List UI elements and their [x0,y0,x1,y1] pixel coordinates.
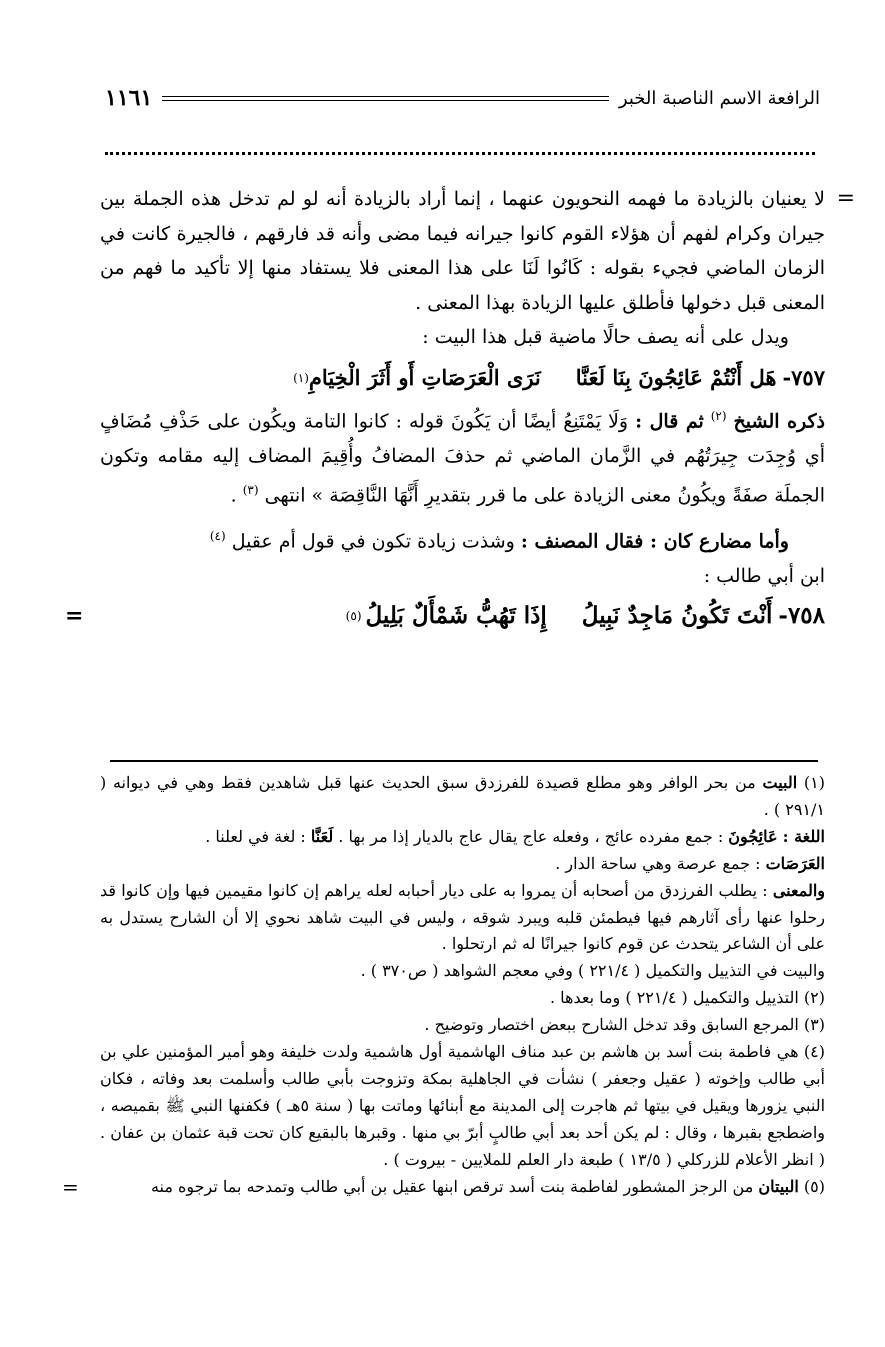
footnotes [62,770,826,1201]
paragraph-3-body: وَلَا يَمْتَنِعُ أيضًا أن يَكُونَ قوله : كانوا التامة ويكُون على حَذْفِ مُضَافٍ أي وُجِدَت جِيرَتُهُم في الزَّمان الماضي ثم حذفَ المضافُ وأُقِيمَ المضاف إليه مقامه وتكون الجملَة صفَةً ويكُونُ معنى الزيادة على ما قرر بتقديرِ أَنَّهَا النَّاقِصَة » انتهى [100,410,825,507]
verse-second-hemistich: نَرَى الْعَرَصَاتِ أَو أَثَرَ الْخِيَامِ [308,364,541,390]
verse-first-hemistich: هَل أَنْتُمْ عَائِجُونَ بِنَا لَعَنَّا [575,364,777,390]
footnote-1-meaning [100,878,825,959]
continuation-mark: = [836,186,855,211]
footnote-ref: (١) [293,370,309,385]
meaning-text: : يطلب الفرزدق من أصحابه أن يمروا به على ديار أحبابه لعله يراهم إن كانوا مقيمين فيها وإن كانوا قد رحلوا عنها رأى آثارهم فيها فيطمئن قلبه ويبرد شوقه ، وليس في البيت شاهد نحوي إلا أن الشارح يستدل به على أن الشاعر يتحدث عن قوم كانوا جيرانًا له ثم ارتحلوا . [100,880,825,954]
footnote-1-lead: البيت [762,773,798,792]
footnote-4: (٤) هي فاطمة بنت أسد بن هاشم بن عبد مناف الهاشمية أول هاشمية ولدت خليفة وهو أمير المؤمنين علي بن أبي طالب وإخوته ( عقيل وجعفر ) نشأت في الجاهلية بمكة وتزوجت بأبي طالب وأسلمت بعد وفاته ، فكان النبي يزورها ويقيل في بيتها ثم هاجرت إلى المدينة مع أبنائها وماتت بها ( سنة ٥هـ ) فكفنها النبي ﷺ بقميصه ، واضطجع بقبرها ، وقال : لم يكن أحد بعد أبي طالبٍ أبرّ بي منها . وقبرها بالبقيع كان تحت قبة عثمان بن عفان . ( انظر الأعلام للزركلي ( ١٣/٥ ) طبعة دار العلم للملايين - بيروت ) . [100,1042,826,1169]
footnote-1-text: من بحر الوافر وهو مطلع قصيدة للفرزدق سبق الحديث عنها قبل شاهدين فقط وهي في ديوانه ( ٢٩١/١ ) . [100,773,825,819]
footnote-number: (١) [803,773,825,792]
verse-757 [100,361,825,396]
verse-758 [65,599,825,634]
footnote-5-lead: البيتان [758,1176,799,1196]
page-header [105,80,820,116]
arasat-word: العَرَصَات [765,853,825,873]
footnote-1-lugha [100,824,825,851]
lugha-word-1: عَائِجُونَ [728,826,778,846]
paragraph-3-end: . [230,484,237,507]
paragraph-1: لا يعنيان بالزيادة ما فهمه النحويون عنهما ، إنما أراد بالزيادة أنه لو لم تدخل هذه الجملة بين جيران وكرام لفهم أن هؤلاء القوم كانوا جيرانه فيما مضى وأنه قد فارقهم ، فالجيرة كانت في الزمان الماضي فجيء بقوله : كَانُوا لَنَا على هذا المعنى فلا يستفاد منها إلا تأكيد ما فهم من المعنى قبل دخولها فأطلق عليها الزيادة بهذا المعنى . [100,188,825,314]
verse-number: ٧٥٧- [782,364,825,390]
footnote-ref: (٣) [242,483,259,498]
paragraph-3-lead-2: ثم قال : [635,410,704,433]
meaning-label: والمعنى [772,880,825,900]
footnote-1-source: والبيت في التذييل والتكميل ( ٢٢١/٤ ) وفي معجم الشواهد ( ص٣٧٠ ) . [360,961,825,981]
paragraph-4 [100,519,825,559]
lugha-text-1: : جمع مفرده عائج ، وفعله عاج يقال عاج بالديار إذا مر بها . [338,826,724,846]
footnote-ref: (٥) [345,609,362,624]
arasat-text: : جمع عرصة وهي ساحة الدار . [555,853,761,873]
verse-number: ٧٥٨- [778,602,825,630]
footnote-1 [100,770,825,824]
footnote-number: (٥) [803,1176,825,1196]
paragraph-4-body: وشذت زيادة تكون في قول أم عقيل [231,530,515,553]
lugha-word-2: لَعَنَّا [310,826,334,846]
footnote-5-text: من الرجز المشطور لفاطمة بنت أسد ترقص ابنها عقيل بن أبي طالب وتمدحه بما ترجوه منه [150,1176,754,1196]
paragraph-4-line-2: ابن أبي طالب : [703,564,825,587]
footnote-separator [110,760,818,762]
lugha-label: اللغة : [782,826,825,846]
paragraph-3 [100,399,825,513]
continuation-mark: = [62,1174,79,1199]
continuation-mark: = [65,603,85,630]
footnote-ref: (٤) [209,529,226,544]
paragraph-3-lead: ذكره الشيخ [733,410,826,433]
dotted-separator [105,152,815,155]
lugha-text-2: : لغة في لعلنا . [205,826,306,846]
paragraph-2: ويدل على أنه يصف حالًا ماضية قبل هذا البيت : [422,326,789,348]
verse-first-hemistich: أَنْتَ تَكُونُ مَاجِدٌ نَبِيلُ [581,602,773,630]
verse-second-hemistich: إِذَا تَهُبُّ شَمْأَلٌ بَلِيلُ [365,602,547,630]
header-rule [162,96,609,101]
running-title: الرافعة الاسم الناصبة الخبر [618,87,820,109]
footnote-5 [62,1174,825,1201]
page-number: ١١٦١ [105,85,153,111]
main-text [65,182,855,638]
paragraph-4-lead: وأما مضارع كان : فقال المصنف : [520,530,789,553]
footnote-ref: (٢) [710,409,727,423]
footnote-1-arasat [100,851,825,878]
footnote-2: (٢) التذييل والتكميل ( ٢٢١/٤ ) وما بعدها . [549,988,825,1008]
footnote-3: (٣) المرجع السابق وقد تدخل الشارح ببعض اختصار وتوضيح . [424,1015,825,1035]
